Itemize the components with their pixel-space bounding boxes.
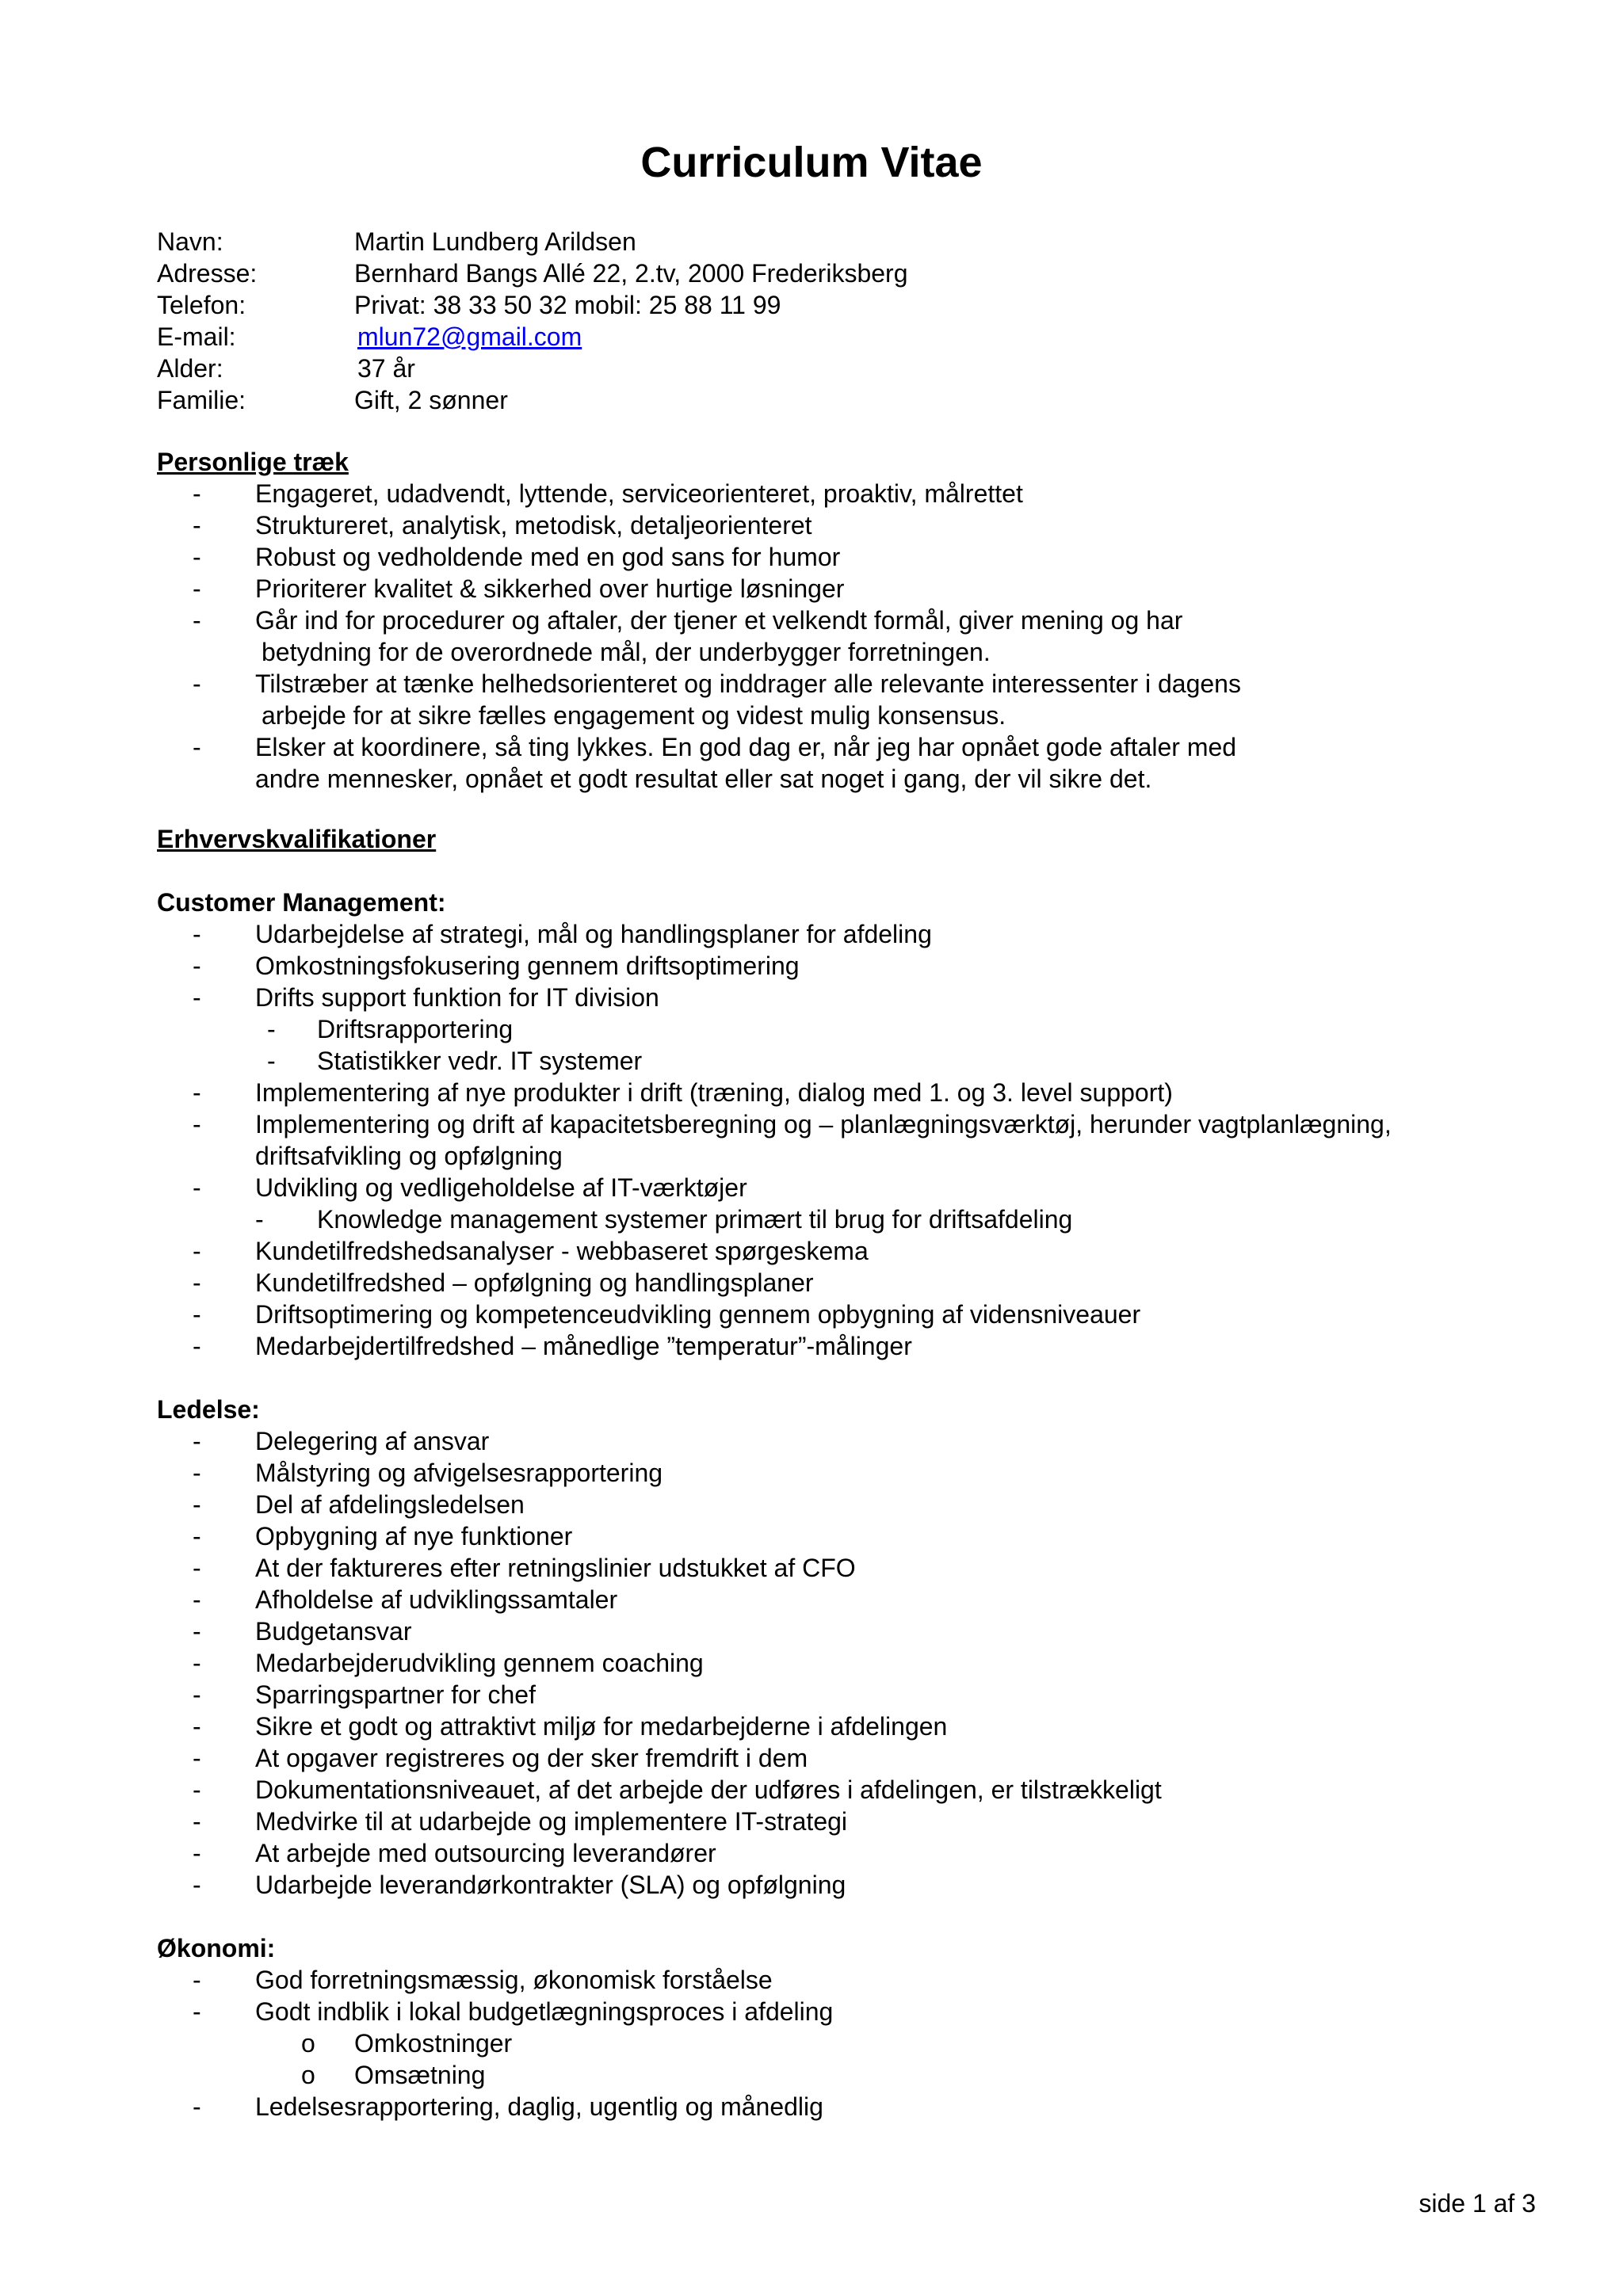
bullet-dash: -	[255, 1205, 264, 1234]
bullet-dash: -	[193, 1554, 201, 1582]
bullet-dash: -	[193, 952, 201, 980]
info-value: Martin Lundberg Arildsen	[354, 227, 636, 256]
bullet-dash: -	[193, 1173, 201, 1202]
management-item: Målstyring og afvigelsesrapportering	[255, 1459, 663, 1487]
customer-management-item: Statistikker vedr. IT systemer	[317, 1047, 643, 1075]
bullet-dash: -	[193, 1775, 201, 1804]
economy-subitem: Omsætning	[354, 2061, 486, 2089]
management-item: Dokumentationsniveauet, af det arbejde der udføres i afdelingen, er tilstrækkeligt	[255, 1775, 1162, 1804]
bullet-dash: -	[193, 1966, 201, 1994]
info-value: Bernhard Bangs Allé 22, 2.tv, 2000 Frederiksberg	[354, 259, 908, 288]
customer-management-item: Driftsrapportering	[317, 1015, 514, 1043]
bullet-dash: -	[193, 606, 201, 635]
page-number: side 1 af 3	[1419, 2189, 1536, 2218]
trait-item: Struktureret, analytisk, metodisk, detaljeorienteret	[255, 511, 812, 540]
bullet-dash: -	[193, 1490, 201, 1519]
customer-management-item: Udarbejdelse af strategi, mål og handlingsplaner for afdeling	[255, 920, 932, 948]
customer-management-item: Medarbejdertilfredshed – månedlige ”temperatur”-målinger	[255, 1332, 912, 1360]
bullet-dash: -	[193, 1110, 201, 1138]
economy-item: God forretningsmæssig, økonomisk forståelse	[255, 1966, 773, 1994]
bullet-circle: o	[301, 2029, 315, 2058]
bullet-dash: -	[193, 983, 201, 1012]
customer-management-item: Driftsoptimering og kompetenceudvikling gennem opbygning af vidensniveauer	[255, 1300, 1141, 1329]
info-value: Gift, 2 sønner	[354, 386, 508, 414]
info-label: Navn:	[157, 227, 223, 256]
page-title: Curriculum Vitae	[640, 139, 983, 186]
management-item: Medvirke til at udarbejde og implementere IT-strategi	[255, 1807, 848, 1836]
info-label: Adresse:	[157, 259, 258, 288]
trait-item: Går ind for procedurer og aftaler, der tjener et velkendt formål, giver mening og har	[255, 606, 1183, 635]
trait-item: andre mennesker, opnået et godt resultat eller sat noget i gang, der vil sikre det.	[255, 765, 1152, 793]
bullet-dash: -	[193, 574, 201, 603]
bullet-dash: -	[193, 1300, 201, 1329]
section-heading-qualifications: Erhvervskvalifikationer	[157, 825, 437, 853]
info-label: Alder:	[157, 354, 223, 383]
bullet-dash: -	[193, 2092, 201, 2121]
management-item: Sikre et godt og attraktivt miljø for medarbejderne i afdelingen	[255, 1712, 948, 1741]
customer-management-item: driftsafvikling og opfølgning	[255, 1142, 563, 1170]
bullet-dash: -	[193, 669, 201, 698]
section-heading-economy: Økonomi:	[157, 1934, 276, 1962]
management-item: Budgetansvar	[255, 1617, 412, 1646]
bullet-circle: o	[301, 2061, 315, 2089]
customer-management-item: Udvikling og vedligeholdelse af IT-værktøjer	[255, 1173, 747, 1202]
trait-item: Robust og vedholdende med en god sans for humor	[255, 543, 841, 571]
trait-item: Prioriterer kvalitet & sikkerhed over hurtige løsninger	[255, 574, 845, 603]
customer-management-item: Implementering og drift af kapacitetsberegning og – planlægningsværktøj, herunder vagtplanlægning,	[255, 1110, 1392, 1138]
trait-item: Elsker at koordinere, så ting lykkes. En god dag er, når jeg har opnået gode aftaler med	[255, 733, 1237, 761]
bullet-dash: -	[193, 1712, 201, 1741]
bullet-dash: -	[193, 1744, 201, 1772]
management-item: Medarbejderudvikling gennem coaching	[255, 1649, 704, 1677]
economy-item: Ledelsesrapportering, daglig, ugentlig og månedlig	[255, 2092, 823, 2121]
section-heading-management: Ledelse:	[157, 1395, 260, 1424]
bullet-dash: -	[193, 1649, 201, 1677]
bullet-dash: -	[193, 1839, 201, 1867]
bullet-dash: -	[193, 1997, 201, 2026]
bullet-dash: -	[193, 1268, 201, 1297]
bullet-dash: -	[193, 920, 201, 948]
trait-item: arbejde for at sikre fælles engagement og videst mulig konsensus.	[262, 701, 1006, 730]
bullet-dash: -	[193, 1871, 201, 1899]
economy-subitem: Omkostninger	[354, 2029, 513, 2058]
bullet-dash: -	[193, 511, 201, 540]
info-label: E-mail:	[157, 322, 236, 351]
management-item: Opbygning af nye funktioner	[255, 1522, 573, 1550]
customer-management-item: Implementering af nye produkter i drift (træning, dialog med 1. og 3. level support)	[255, 1078, 1173, 1107]
bullet-dash: -	[193, 543, 201, 571]
customer-management-item: Omkostningsfokusering gennem driftsoptimering	[255, 952, 800, 980]
bullet-dash: -	[193, 733, 201, 761]
management-item: Delegering af ansvar	[255, 1427, 490, 1455]
management-item: Udarbejde leverandørkontrakter (SLA) og opfølgning	[255, 1871, 846, 1899]
bullet-dash: -	[193, 1617, 201, 1646]
section-heading-customer-management: Customer Management:	[157, 888, 446, 917]
bullet-dash: -	[267, 1015, 276, 1043]
management-item: At opgaver registreres og der sker fremdrift i dem	[255, 1744, 808, 1772]
customer-management-item: Kundetilfredshed – opfølgning og handlingsplaner	[255, 1268, 814, 1297]
bullet-dash: -	[193, 1332, 201, 1360]
management-item: Del af afdelingsledelsen	[255, 1490, 525, 1519]
info-value: Privat: 38 33 50 32 mobil: 25 88 11 99	[354, 291, 781, 319]
economy-item: Godt indblik i lokal budgetlægningsproces i afdeling	[255, 1997, 834, 2026]
customer-management-item: Kundetilfredshedsanalyser - webbaseret spørgeskema	[255, 1237, 869, 1265]
customer-management-item: Knowledge management systemer primært til brug for driftsafdeling	[317, 1205, 1073, 1234]
bullet-dash: -	[193, 1680, 201, 1709]
trait-item: betydning for de overordnede mål, der underbygger forretningen.	[262, 638, 991, 666]
management-item: Afholdelse af udviklingssamtaler	[255, 1585, 618, 1614]
trait-item: Engageret, udadvendt, lyttende, serviceorienteret, proaktiv, målrettet	[255, 479, 1023, 508]
trait-item: Tilstræber at tænke helhedsorienteret og inddrager alle relevante interessenter i dagens	[255, 669, 1241, 698]
management-item: At arbejde med outsourcing leverandører	[255, 1839, 716, 1867]
bullet-dash: -	[193, 1807, 201, 1836]
info-label: Telefon:	[157, 291, 246, 319]
email-link[interactable]: mlun72@gmail.com	[357, 322, 582, 351]
management-item: At der faktureres efter retningslinier udstukket af CFO	[255, 1554, 856, 1582]
bullet-dash: -	[193, 1459, 201, 1487]
bullet-dash: -	[193, 1237, 201, 1265]
section-heading-traits: Personlige træk	[157, 448, 349, 476]
info-value: 37 år	[357, 354, 415, 383]
bullet-dash: -	[193, 1585, 201, 1614]
info-label: Familie:	[157, 386, 246, 414]
bullet-dash: -	[193, 1522, 201, 1550]
bullet-dash: -	[193, 1078, 201, 1107]
bullet-dash: -	[193, 479, 201, 508]
bullet-dash: -	[193, 1427, 201, 1455]
bullet-dash: -	[267, 1047, 276, 1075]
management-item: Sparringspartner for chef	[255, 1680, 536, 1709]
customer-management-item: Drifts support funktion for IT division	[255, 983, 659, 1012]
